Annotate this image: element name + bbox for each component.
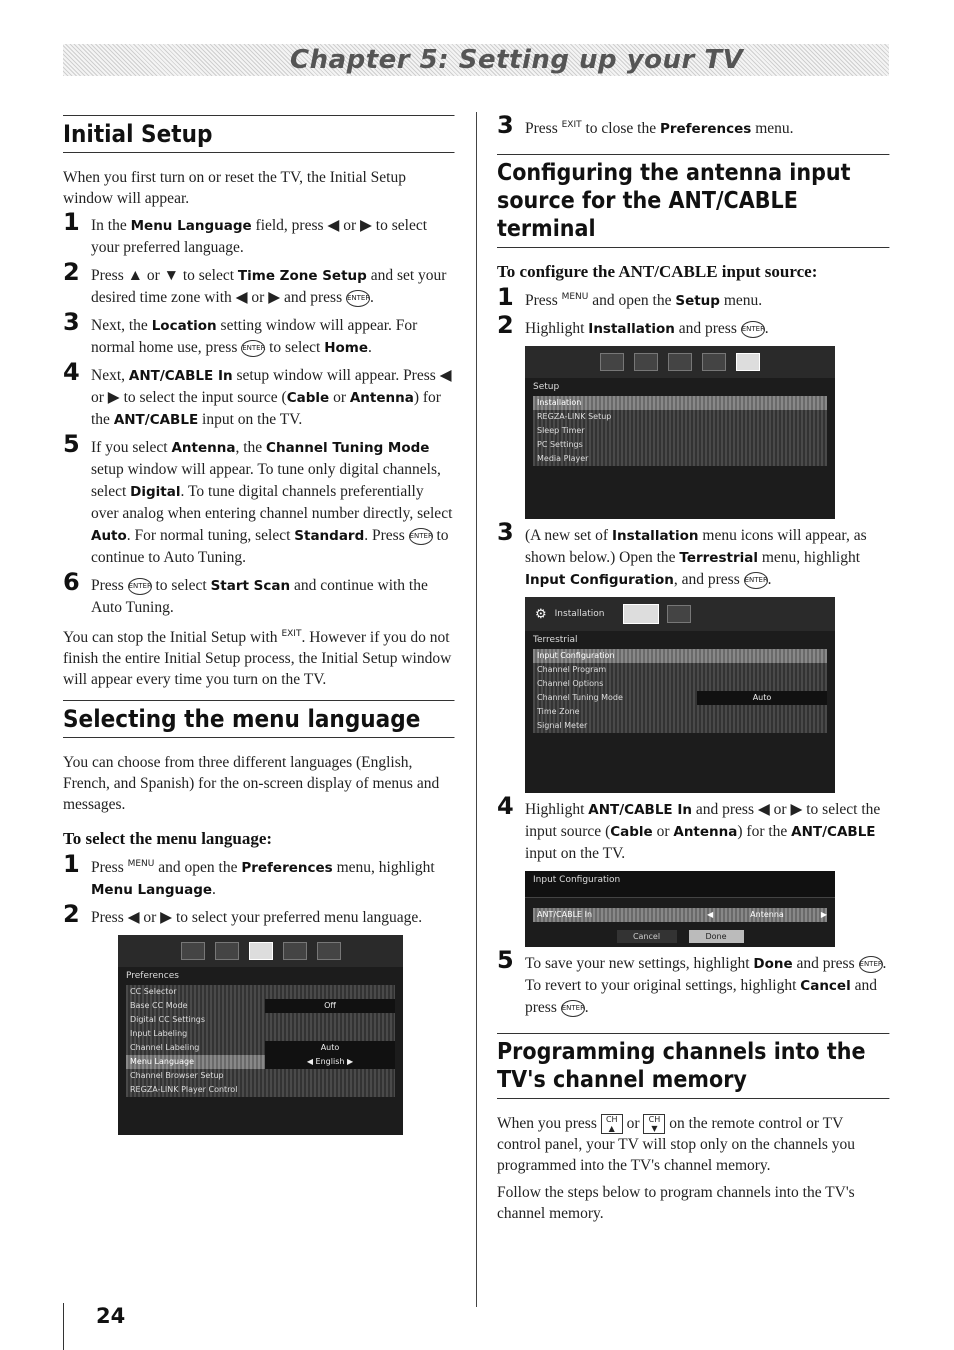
menu-row[interactable] (126, 1069, 395, 1083)
menu-icon-bar (118, 935, 403, 967)
enter-button-icon: ENTER (741, 321, 765, 338)
step-number: 4 (63, 358, 80, 386)
menu-row-value: ◀ English ▶ (265, 1055, 395, 1069)
keyword: Terrestrial (679, 550, 758, 566)
text: menu icons will appear, as shown below.) Open the (525, 527, 867, 566)
keyword: Cable (610, 824, 653, 840)
menu-row-value: Off (265, 999, 395, 1013)
terrestrial-menu-list (525, 649, 835, 733)
keyword: Digital (130, 484, 181, 500)
initial-setup-steps (63, 208, 455, 619)
keyword: ANT/CABLE In (128, 368, 233, 384)
menu-row[interactable] (533, 719, 827, 733)
step-text (91, 577, 428, 616)
antenna-steps-b (497, 518, 890, 591)
initial-setup-heading: Initial Setup (63, 115, 455, 153)
menu-row[interactable] (126, 1083, 395, 1097)
step-number: 1 (63, 208, 80, 236)
step-number: 5 (497, 946, 514, 974)
menu-button-icon: MENU (561, 291, 589, 302)
step-3-close-preferences: 3 Press EXIT to close the Preferences menu. (497, 111, 794, 139)
step-number: 5 (63, 430, 80, 458)
menu-row[interactable] (533, 705, 827, 719)
terrestrial-icon (623, 604, 659, 624)
step-2 (63, 900, 455, 929)
step-number: 2 (497, 311, 514, 339)
keyword: Time Zone Setup (237, 268, 367, 284)
antenna-steps-a (497, 283, 890, 340)
step-4 (63, 358, 455, 431)
text: . To revert to your original settings, highlight (525, 955, 887, 994)
menu-row[interactable] (126, 999, 395, 1013)
menu-row[interactable] (533, 663, 827, 677)
menu-button-icon: MENU (127, 858, 155, 869)
step-2 (497, 311, 890, 340)
text: and set your desired time zone with ◀ or ▶ and press (91, 267, 447, 306)
menu-row[interactable] (126, 1013, 395, 1027)
antenna-steps-d (497, 946, 890, 1019)
menu-language-steps (63, 850, 455, 929)
text: setting window will appear. For normal home use, press (91, 317, 418, 356)
installation-label: Installation (554, 609, 605, 619)
ch-button-icon: CH ▲ (601, 1114, 623, 1134)
menu-row-label: Channel Labeling (130, 1043, 200, 1052)
text: and press (674, 320, 741, 337)
keyword: Auto (91, 528, 127, 544)
step-number: 2 (63, 258, 80, 286)
menu-row[interactable] (533, 677, 827, 691)
menu-row-label: Time Zone (537, 707, 580, 716)
text: Highlight (525, 801, 589, 818)
text: on the remote control or TV control panel, your TV will stop only on the channels you programmed into the TV's channel memory. (497, 1115, 856, 1175)
screen-menu-title: Setup (533, 382, 560, 392)
keyword: Antenna (349, 390, 414, 406)
keyword: Installation (611, 528, 699, 544)
lock-icon (283, 942, 307, 960)
lock-icon (702, 353, 726, 371)
text: . (368, 339, 372, 356)
step-3 (63, 308, 455, 359)
text: and press ◀ or ▶ to select the input source ( (525, 801, 881, 840)
step-text (525, 527, 867, 588)
text: In the (91, 217, 131, 234)
menu-row-label: Input Labeling (130, 1029, 188, 1038)
text: You can stop the Initial Setup with (63, 629, 282, 646)
step-4 (497, 792, 890, 865)
text: input on the TV. (198, 411, 303, 428)
enter-button-icon: ENTER (128, 578, 152, 595)
menu-row-label: Channel Tuning Mode (537, 693, 623, 702)
ch-button-icon: CH ▼ (643, 1114, 665, 1134)
text: menu. (719, 292, 763, 309)
text: and press (792, 955, 859, 972)
text: Press (91, 577, 128, 594)
step-text (91, 439, 452, 566)
exit-button-icon: EXIT (281, 628, 302, 639)
text: to continue to Auto Tuning. (91, 527, 449, 566)
step-number: 6 (63, 568, 80, 596)
screen-menu-title: Terrestrial (533, 635, 578, 645)
preferences-icon (249, 942, 273, 960)
menu-row-label: REGZA-LINK Player Control (130, 1085, 238, 1094)
text: to select (151, 577, 211, 594)
text: and open the (588, 292, 676, 309)
menu-row[interactable] (533, 649, 827, 663)
menu-row-label: CC Selector (130, 987, 177, 996)
step-text (91, 859, 435, 898)
enter-button-icon: ENTER (744, 572, 768, 589)
text: menu, highlight (332, 859, 435, 876)
menu-row-label: Menu Language (130, 1057, 194, 1066)
keyword: Preferences (241, 860, 333, 876)
keyword: Antenna (171, 440, 236, 456)
enter-button-icon: ENTER (241, 340, 265, 357)
step-text (525, 320, 769, 337)
gear-icon: ⚙ (535, 606, 547, 621)
text: Press (91, 859, 128, 876)
screen-menu-title: Preferences (126, 971, 179, 981)
step-1 (63, 208, 455, 259)
menu-row[interactable] (126, 1055, 395, 1069)
text: or (329, 389, 350, 406)
menu-row[interactable] (533, 396, 827, 410)
text: Next, the (91, 317, 152, 334)
text: Highlight (525, 320, 589, 337)
text: field, press ◀ or ▶ to select your preferred language. (91, 217, 428, 256)
enter-button-icon: ENTER (346, 290, 370, 307)
step-number: 1 (497, 283, 514, 311)
menu-row-label: Signal Meter (537, 721, 588, 730)
system-icon (667, 605, 691, 623)
menu-row-label: Digital CC Settings (130, 1015, 206, 1024)
preferences-icon (668, 353, 692, 371)
menu-language-subheading: To select the menu language: (63, 829, 273, 848)
step-5 (497, 946, 890, 1019)
keyword: Antenna (673, 824, 738, 840)
programming-para-2: Follow the steps below to program channels into the TV's channel memory. (497, 1184, 855, 1223)
menu-row-label: Input Configuration (537, 651, 615, 660)
text: (A new set of (525, 527, 612, 544)
text: and open the (154, 859, 242, 876)
menu-row[interactable] (533, 410, 827, 424)
menu-row-label: Media Player (537, 454, 589, 463)
antenna-heading: Configuring the antenna input source for the ANT/CABLE terminal (497, 154, 890, 248)
text: or (622, 1115, 644, 1132)
text: . (767, 571, 772, 588)
done-button[interactable]: Done (689, 930, 744, 943)
keyword: Channel Tuning Mode (266, 440, 430, 456)
keyword: Home (324, 340, 368, 356)
page-number: 24 (96, 1304, 126, 1328)
enter-button-icon: ENTER (859, 956, 883, 973)
step-text (91, 267, 446, 306)
keyword: Standard (294, 528, 365, 544)
programming-para-1 (497, 1113, 890, 1176)
text: and continue with the Auto Tuning. (91, 577, 428, 616)
keyword: Setup (675, 293, 720, 309)
menu-row[interactable] (533, 452, 827, 466)
initial-setup-intro: When you first turn on or reset the TV, the Initial Setup window will appear. (63, 169, 406, 207)
step-number: 1 (63, 850, 80, 878)
text: setup window will appear. Press ◀ or ▶ to select the input source ( (91, 367, 452, 406)
menu-row-label: Base CC Mode (130, 1001, 188, 1010)
text: ) for the (737, 823, 792, 840)
right-column (497, 112, 890, 1224)
text: Press ▲ or ▼ to select (91, 267, 238, 284)
chapter-title: Chapter 5: Setting up your TV (290, 45, 744, 75)
initial-setup-outro (63, 627, 455, 690)
text: . (584, 999, 589, 1016)
menu-row-label: Channel Options (537, 679, 604, 688)
step-text (525, 292, 762, 309)
text: , and press (673, 571, 744, 588)
screen-menu-title: Input Configuration (525, 871, 835, 898)
menu-row[interactable] (533, 424, 827, 438)
text: . However if you do not finish the entire Initial Setup process, the Initial Setup window will appear every time you turn on the TV. (63, 629, 452, 688)
text: to select (265, 339, 325, 356)
menu-row-label: REGZA-LINK Setup (537, 412, 612, 421)
menu-row[interactable] (126, 1027, 395, 1041)
keyword: ANT/CABLE (791, 824, 876, 840)
exit-button-icon: EXIT (561, 119, 582, 130)
text: menu, highlight (757, 549, 861, 566)
preferences-menu-list (118, 985, 403, 1097)
column-divider (476, 112, 477, 1307)
keyword: Input Configuration (525, 572, 674, 588)
keyword: Menu Language (130, 218, 252, 234)
menu-row-label: PC Settings (537, 440, 583, 449)
antenna-subheading: To configure the ANT/CABLE input source: (497, 262, 818, 281)
keyword: ANT/CABLE In (588, 802, 692, 818)
step-3 (497, 518, 890, 591)
step-6 (63, 568, 455, 619)
menu-language-heading: Selecting the menu language (63, 700, 455, 738)
step-text (525, 801, 880, 862)
step-text (91, 909, 422, 926)
step-1 (63, 850, 455, 901)
keyword: ANT/CABLE (113, 412, 199, 428)
setup-gear-icon (736, 353, 760, 371)
setup-screenshot (525, 346, 835, 519)
text: , the (235, 439, 267, 456)
menu-row-label: Installation (537, 398, 582, 407)
audio-icon (215, 942, 239, 960)
step-text (91, 367, 452, 428)
step-number: 3 (63, 308, 80, 336)
cancel-button[interactable]: Cancel (617, 930, 677, 943)
text: . To tune digital channels preferentially over analog when entering channel number directly, select (91, 483, 453, 522)
text: to close the (581, 120, 660, 137)
step-1 (497, 283, 890, 312)
text: . For normal tuning, select (126, 527, 295, 544)
audio-icon (634, 353, 658, 371)
text: . (370, 289, 374, 306)
text: To save your new settings, highlight (525, 955, 754, 972)
text: Press (525, 120, 562, 137)
keyword: Menu Language (91, 882, 213, 898)
preferences-screenshot (118, 935, 403, 1135)
menu-icon-bar (525, 346, 835, 378)
text: If you select (91, 439, 172, 456)
text: . (212, 881, 216, 898)
left-column (63, 115, 455, 1141)
menu-row-label: Sleep Timer (537, 426, 585, 435)
picture-icon (181, 942, 205, 960)
text: . Press (364, 527, 409, 544)
keyword: Installation (588, 321, 675, 337)
step-text (91, 317, 417, 356)
text: menu. (751, 120, 794, 137)
menu-row-value: Auto (697, 691, 827, 705)
step-2 (63, 258, 455, 309)
setup-icon (317, 942, 341, 960)
text: Press (525, 292, 562, 309)
step-text (91, 217, 427, 256)
menu-row-label: Channel Browser Setup (130, 1071, 224, 1080)
text: setup window will appear. To tune only digital channels, select (91, 461, 441, 500)
page-number-rule (63, 1303, 64, 1350)
menu-language-intro: You can choose from three different languages (English, French, and Spanish) for the on-screen display of menus and messages. (63, 754, 440, 813)
keyword: Cable (286, 390, 330, 406)
keyword: Start Scan (210, 578, 291, 594)
input-config-screenshot (525, 871, 835, 947)
installation-icon-bar (525, 597, 835, 631)
antenna-steps-c (497, 792, 890, 865)
menu-row[interactable] (533, 438, 827, 452)
ant-cable-in-row: ANT/CABLE In ◀ Antenna ▶ (533, 908, 827, 922)
menu-row[interactable] (126, 1041, 395, 1055)
picture-icon (600, 353, 624, 371)
text: or (652, 823, 674, 840)
menu-row[interactable] (533, 691, 827, 705)
keyword: Preferences (659, 121, 752, 137)
step-number: 2 (63, 900, 80, 928)
text: input on the TV. (525, 845, 626, 862)
text: Press ◀ or ▶ to select your preferred menu language. (91, 909, 423, 926)
keyword: Done (753, 956, 793, 972)
text: ) for the (91, 389, 441, 428)
step-text (525, 955, 886, 1016)
keyword: Location (151, 318, 217, 334)
step-5 (63, 430, 455, 569)
programming-heading: Programming channels into the TV's channel memory (497, 1033, 890, 1099)
keyword: Cancel (800, 978, 851, 994)
setup-menu-list (525, 396, 835, 466)
enter-button-icon: ENTER (561, 1000, 585, 1017)
text: . (764, 320, 769, 337)
text: When you press (497, 1115, 601, 1132)
menu-row-label: Channel Program (537, 665, 607, 674)
terrestrial-screenshot (525, 597, 835, 793)
menu-row-value: Auto (265, 1041, 395, 1055)
step-number: 3 (497, 518, 514, 546)
enter-button-icon: ENTER (409, 528, 433, 545)
text: Next, (91, 367, 129, 384)
text: and press (525, 977, 877, 1016)
menu-row[interactable] (126, 985, 395, 999)
step-number: 4 (497, 792, 514, 820)
